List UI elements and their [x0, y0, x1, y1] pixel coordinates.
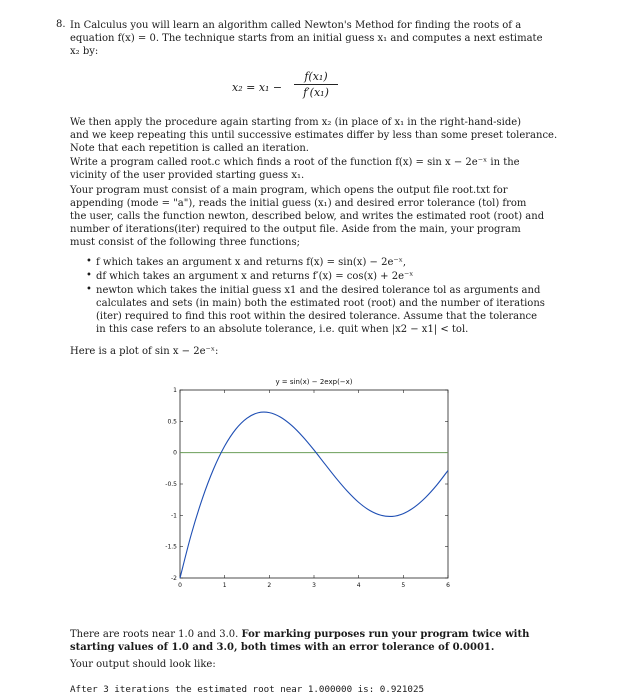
roots-text: There are roots near 1.0 and 3.0.: [70, 629, 239, 640]
para3-line-2: vicinity of the user provided starting guess x₁.: [70, 170, 305, 181]
y-tick-label: -2: [171, 575, 177, 582]
bullet-newton-line-3: (iter) required to find this root within the desired tolerance. Assume that the tolerance: [96, 311, 538, 322]
x-tick-label: 2: [267, 582, 272, 589]
output-intro: Your output should look like:: [70, 659, 216, 670]
para2-line-2: and we keep repeating this until successive estimates differ by less than some preset tolerance.: [70, 130, 558, 141]
roots-line: [70, 628, 529, 641]
formula-lhs: x₂ = x₁ −: [232, 81, 283, 94]
x-tick-label: 5: [401, 582, 406, 589]
y-tick-label: 1: [173, 387, 177, 394]
bullet-dot: •: [86, 270, 92, 281]
x-tick-label: 1: [222, 582, 227, 589]
bullet-newton-line-4: in this case refers to an absolute tolerance, i.e. quit when |x2 − x1| < tol.: [96, 324, 469, 335]
para3-line-1: Write a program called root.c which finds a root of the function f(x) = sin x − 2e⁻ˣ in the: [70, 157, 520, 168]
output-sample: After 3 iterations the estimated root near 1.000000 is: 0.921025: [70, 684, 425, 695]
para4-line-3: the user, calls the function newton, described below, and writes the estimated root (root) and: [70, 211, 545, 222]
bullet-newton-line-2: calculates and sets (in main) both the estimated root (root) and the number of iterations: [96, 298, 545, 309]
y-tick-label: -1.5: [165, 543, 177, 551]
para4-line-1: Your program must consist of a main program, which opens the output file root.txt for: [70, 185, 508, 196]
bullet-newton-line-1: newton which takes the initial guess x1 and the desired tolerance tol as arguments and: [96, 285, 541, 296]
function-plot: [150, 370, 460, 600]
para2-line-3: Note that each repetition is called an iteration.: [70, 143, 309, 154]
para4-line-2: appending (mode = "a"), reads the initial guess (x₁) and desired error tolerance (tol) from: [70, 198, 527, 209]
bullet-df: df which takes an argument x and returns f′(x) = cos(x) + 2e⁻ˣ: [96, 271, 414, 282]
bullet-dot: •: [86, 284, 92, 295]
intro-line-3: x₂ by:: [70, 46, 99, 57]
x-tick-label: 4: [356, 582, 361, 589]
plot-frame: [180, 390, 448, 578]
y-tick-label: 0.5: [167, 418, 177, 426]
x-tick-label: 0: [178, 582, 182, 589]
intro-line-2: equation f(x) = 0. The technique starts from an initial guess x₁ and computes a next estimate: [70, 33, 543, 44]
para2-line-1: We then apply the procedure again starting from x₂ (in place of x₁ in the right-hand-side): [70, 117, 522, 128]
chart-title: y = sin(x) − 2exp(−x): [275, 378, 353, 386]
bullet-dot: •: [86, 256, 92, 267]
formula-fraction: [294, 70, 338, 99]
marking-line-2: starting values of 1.0 and 3.0, both times with an error tolerance of 0.0001.: [70, 642, 495, 653]
y-tick-label: -1: [171, 512, 177, 520]
intro-line-1: In Calculus you will learn an algorithm called Newton's Method for finding the roots of a: [70, 20, 522, 31]
question-number: 8.: [56, 19, 66, 30]
x-tick-label: 6: [446, 582, 450, 589]
y-tick-label: -0.5: [165, 481, 177, 488]
plot-caption: Here is a plot of sin x − 2e⁻ˣ:: [70, 346, 219, 357]
x-tick-label: 3: [312, 582, 316, 589]
para4-line-5: must consist of the following three functions;: [70, 237, 300, 248]
formula-numerator: f(x₁): [294, 70, 338, 85]
formula-denominator: f′(x₁): [303, 86, 329, 99]
para4-line-4: number of iterations(iter) required to the output file. Aside from the main, your program: [70, 224, 521, 235]
y-tick-label: 0: [173, 449, 177, 457]
newton-formula: [232, 70, 382, 106]
bullet-f: f which takes an argument x and returns f(x) = sin(x) − 2e⁻ˣ,: [96, 257, 407, 268]
marking-line-1: For marking purposes run your program twice with: [241, 629, 530, 640]
series-line-sinx-minus-2expx: [180, 412, 448, 578]
